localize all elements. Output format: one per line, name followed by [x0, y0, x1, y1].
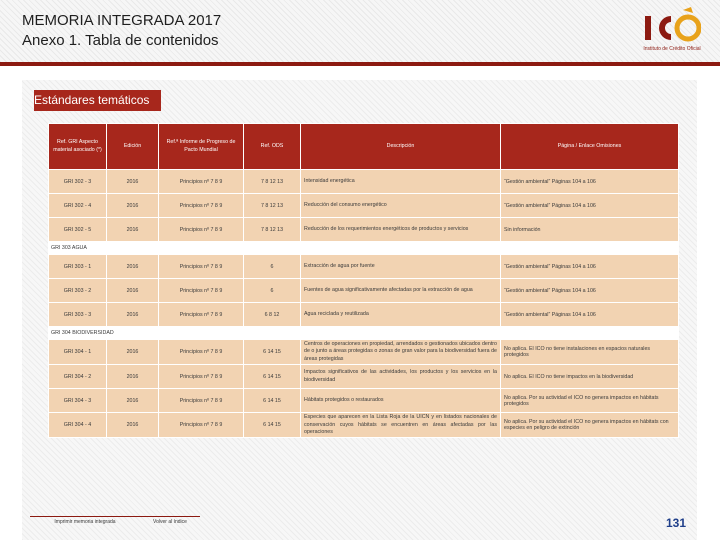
cell-pacto: Principios nº 7 8 9 [159, 340, 244, 365]
cell-ods: 6 14 15 [244, 340, 301, 365]
table-row [49, 218, 679, 242]
cell-ods: 6 14 15 [244, 365, 301, 389]
cell-pacto: Principios nº 7 8 9 [159, 255, 244, 279]
cell-pacto: Principios nº 7 8 9 [159, 413, 244, 438]
cell-gri: GRI 303 - 2 [49, 279, 107, 303]
cell-edicion: 2016 [107, 255, 159, 279]
cell-pagina: “Gestión ambiental” Páginas 104 a 106 [501, 170, 679, 194]
cell-pagina: No aplica. Por su actividad el ICO no genera impactos en hábitats con especies en peligro de extinción [501, 413, 679, 438]
cell-edicion: 2016 [107, 303, 159, 327]
cell-gri: GRI 302 - 5 [49, 218, 107, 242]
document-subtitle: Anexo 1. Tabla de contenidos [22, 32, 219, 49]
cell-pagina: “Gestión ambiental” Páginas 104 a 106 [501, 194, 679, 218]
cell-pacto: Principios nº 7 8 9 [159, 194, 244, 218]
cell-edicion: 2016 [107, 170, 159, 194]
back-to-index-link[interactable]: Volver al índice [140, 516, 200, 525]
cell-descripcion: Extracción de agua por fuente [301, 255, 501, 279]
cell-pagina: No aplica. El ICO no tiene impactos en la biodiversidad [501, 365, 679, 389]
header-rule [0, 62, 720, 66]
cell-pacto: Principios nº 7 8 9 [159, 279, 244, 303]
cell-pagina: “Gestión ambiental” Páginas 104 a 106 [501, 303, 679, 327]
logo-caption: Instituto de Crédito Oficial [643, 46, 701, 52]
group-label: GRI 304 BIODIVERSIDAD [49, 327, 679, 340]
page-header [0, 0, 720, 62]
cell-gri: GRI 304 - 1 [49, 340, 107, 365]
cell-pacto: Principios nº 7 8 9 [159, 365, 244, 389]
table-group-row [49, 242, 679, 255]
cell-gri: GRI 304 - 3 [49, 389, 107, 413]
header-pagina: Página / Enlace Omisiones [501, 124, 679, 170]
cell-ods: 7 8 12 13 [244, 194, 301, 218]
document-title: MEMORIA INTEGRADA 2017 [22, 12, 222, 29]
cell-pacto: Principios nº 7 8 9 [159, 170, 244, 194]
cell-gri: GRI 303 - 1 [49, 255, 107, 279]
cell-pacto: Principios nº 7 8 9 [159, 303, 244, 327]
cell-gri: GRI 304 - 4 [49, 413, 107, 438]
cell-pacto: Principios nº 7 8 9 [159, 389, 244, 413]
cell-edicion: 2016 [107, 389, 159, 413]
cell-descripcion: Especies que aparecen en la Lista Roja de la UICN y en listados nacionales de conservación cuyos hábitats se encuentren en áreas afectadas por las operaciones [301, 413, 501, 438]
cell-gri: GRI 304 - 2 [49, 365, 107, 389]
section-title-text: Estándares temáticos [34, 93, 150, 107]
cell-edicion: 2016 [107, 413, 159, 438]
cell-descripcion: Hábitats protegidos o restaurados [301, 389, 501, 413]
cell-descripcion: Agua reciclada y reutilizada [301, 303, 501, 327]
table-header-row [49, 124, 679, 170]
cell-gri: GRI 302 - 3 [49, 170, 107, 194]
cell-ods: 6 [244, 279, 301, 303]
header-gri: Ref. GRI Aspecto material asociado (*) [49, 124, 107, 170]
table-row [49, 170, 679, 194]
header-edicion: Edición [107, 124, 159, 170]
cell-ods: 6 [244, 255, 301, 279]
cell-ods: 6 14 15 [244, 413, 301, 438]
table-row [49, 389, 679, 413]
contents-table [48, 123, 679, 438]
table-row [49, 365, 679, 389]
cell-descripcion: Reducción de los requerimientos energéticos de productos y servicios [301, 218, 501, 242]
cell-descripcion: Fuentes de agua significativamente afectadas por la extracción de agua [301, 279, 501, 303]
cell-edicion: 2016 [107, 279, 159, 303]
cell-edicion: 2016 [107, 194, 159, 218]
cell-ods: 6 8 12 [244, 303, 301, 327]
cell-edicion: 2016 [107, 340, 159, 365]
cell-gri: GRI 303 - 3 [49, 303, 107, 327]
cell-descripcion: Intensidad energética [301, 170, 501, 194]
cell-ods: 6 14 15 [244, 389, 301, 413]
section-title [34, 90, 161, 111]
table-row [49, 194, 679, 218]
page-number: 131 [666, 516, 687, 530]
table-group-row [49, 327, 679, 340]
header-pacto: Ref.ª Informe de Progreso de Pacto Mundial [159, 124, 244, 170]
header-descripcion: Descripción [301, 124, 501, 170]
table-row [49, 303, 679, 327]
cell-pagina: “Gestión ambiental” Páginas 104 a 106 [501, 255, 679, 279]
table-row [49, 413, 679, 438]
cell-edicion: 2016 [107, 365, 159, 389]
table-row [49, 255, 679, 279]
cell-pagina: No aplica. El ICO no tiene instalaciones en espacios naturales protegidos [501, 340, 679, 365]
header-ods: Ref. ODS [244, 124, 301, 170]
table-body [49, 170, 679, 438]
cell-descripcion: Centros de operaciones en propiedad, arrendados o gestionados ubicados dentro de o junto a áreas protegidas o zonas de gran valor para la biodiversidad fuera de áreas protegidas [301, 340, 501, 365]
cell-descripcion: Impactos significativos de las actividades, los productos y los servicios en la biodiversidad [301, 365, 501, 389]
cell-edicion: 2016 [107, 218, 159, 242]
cell-pagina: Sin información [501, 218, 679, 242]
cell-ods: 7 8 12 13 [244, 170, 301, 194]
print-report-link[interactable]: Imprimir memoria integrada [30, 516, 140, 525]
cell-pagina: No aplica. Por su actividad el ICO no genera impactos en hábitats protegidos [501, 389, 679, 413]
table-row [49, 279, 679, 303]
cell-pacto: Principios nº 7 8 9 [159, 218, 244, 242]
ico-logo [641, 6, 703, 54]
table-row [49, 340, 679, 365]
group-label: GRI 303 AGUA [49, 242, 679, 255]
ico-logo-icon [643, 6, 701, 44]
cell-descripcion: Reducción del consumo energético [301, 194, 501, 218]
cell-gri: GRI 302 - 4 [49, 194, 107, 218]
cell-pagina: “Gestión ambiental” Páginas 104 a 106 [501, 279, 679, 303]
cell-ods: 7 8 12 13 [244, 218, 301, 242]
